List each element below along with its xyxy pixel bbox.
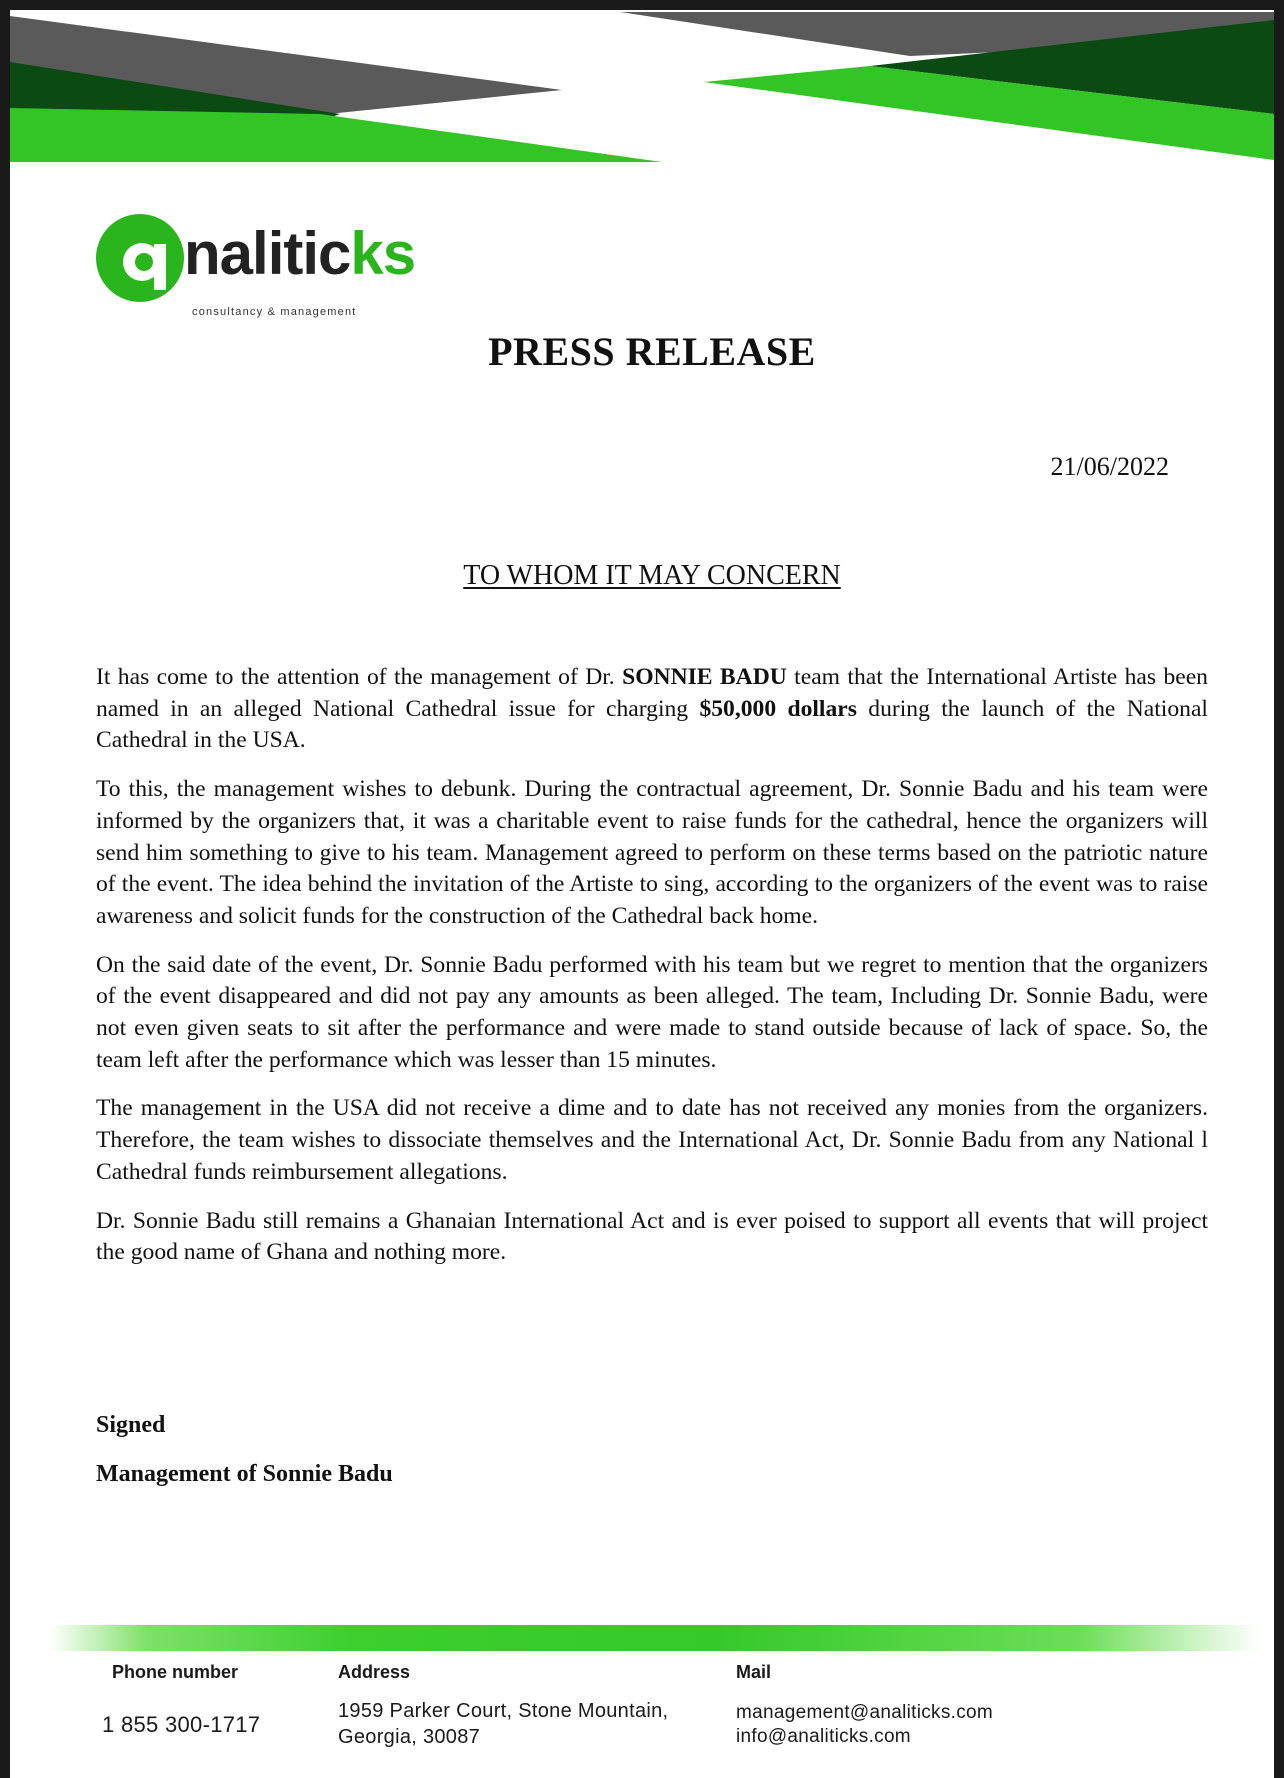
signatory: Management of Sonnie Badu [96,1461,393,1487]
logo-a-mark [92,206,192,306]
logo-tagline: consultancy & management [192,306,357,318]
letter-body [96,662,1208,1286]
address-line-1: 1959 Parker Court, Stone Mountain, [338,1700,669,1722]
email-management: management@analiticks.com [736,1702,994,1723]
paragraph-5: Dr. Sonnie Badu still remains a Ghanaian International Act and is ever poised to support all events that will project the good name of Ghana and nothing more. [96,1207,1208,1266]
phone-number: 1 855 300-1717 [102,1712,261,1737]
footer-green-bar [50,1625,1260,1651]
paragraph-4: The management in the USA did not receive a dime and to date has not received any monies from the organizers. Therefore, the team wishes to dissociate themselves and the International Act, Dr. Sonnie Badu from any National l Cathedral funds reimbursement allegations. [96,1095,1208,1185]
mail-label: Mail [736,1662,772,1682]
address-line-2: Georgia, 30087 [338,1726,481,1748]
logo-wordmark: naliticks [184,220,416,287]
paragraph-3: On the said date of the event, Dr. Sonnie Badu performed with his team but we regret to mention that the organizers of the event disappeared and did not pay any amounts as been alleged. The team, Including Dr. Sonnie Badu, were not even given seats to sit after the performance and were made to stand outside because of lack of space. So, the team left after the performance which was lesser than 15 minutes. [96,951,1208,1073]
salutation: TO WHOM IT MAY CONCERN [463,560,841,591]
press-release-page [10,10,1274,1778]
email-info: info@analiticks.com [736,1726,911,1747]
signed-label: Signed [96,1412,166,1438]
header-left-green-shape [10,108,662,162]
document-date: 21/06/2022 [1050,452,1169,481]
document-title: PRESS RELEASE [488,329,816,374]
analiticks-logo [92,206,432,326]
paragraph-2: To this, the management wishes to debunk. During the contractual agreement, Dr. Sonnie Badu and his team were informed by the organizers that, it was a charitable event to raise funds for the cathedral, hence the organizers will send him something to give to his team. Management agreed to perform on these terms based on the patriotic nature of the event. The idea behind the invitation of the Artiste to sing, according to the organizers of the event was to raise awareness and solicit funds for the construction of the Cathedral back home. [96,776,1208,929]
address-label: Address [338,1662,411,1682]
paragraph-1: It has come to the attention of the management of Dr. SONNIE BADU team that the International Artiste has been named in an alleged National Cathedral issue for charging $50,000 dollars during the launch of the National Cathedral in the USA. [96,664,1208,754]
header-decoration [10,10,1274,180]
phone-label: Phone number [112,1662,239,1682]
